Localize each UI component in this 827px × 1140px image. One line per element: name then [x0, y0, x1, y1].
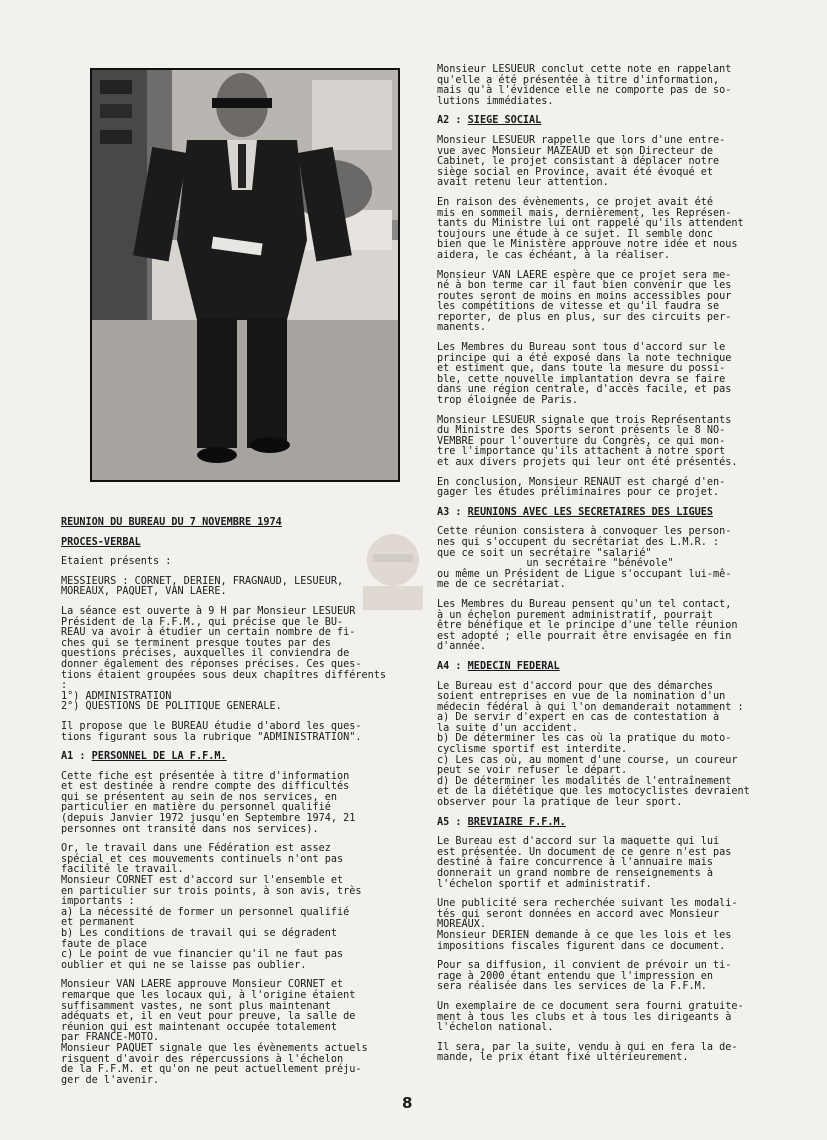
- paragraph: Monsieur VAN LAERE approuve Monsieur CORNET et remarque que les locaux qui, à l'origine étaient suffisamment vastes, ne sont plus maintenant adéquats et, il en veut pour preuve, la salle de réunion qui est maintenant occupée totalement par FRANCE-MOTO. Monsieur PAQUET signale que les évènements actuels risquent d'avoir des répercussions à l'échelon de la F.F.M. et qu'on ne peut actuellement préju- ger de l'avenir.: [61, 979, 368, 1086]
- section-title: MEDECIN FEDERAL: [467, 660, 560, 672]
- paragraph: ou même un Président de Ligue s'occupant lui-mê- me de ce secrétariat.: [437, 568, 732, 591]
- left-column: [61, 518, 391, 1095]
- section-title: REUNIONS AVEC LES SECRETAIRES DES LIGUES: [467, 506, 714, 518]
- right-column: [437, 65, 763, 1073]
- photo-illustration: [92, 70, 398, 480]
- section-title: REUNION DU BUREAU DU 7 NOVEMBRE 1974: [61, 517, 282, 528]
- section-number: A1 :: [61, 751, 92, 763]
- section-heading: [437, 116, 763, 127]
- paragraph: Monsieur LESUEUR signale que trois Représentants du Ministre des Sports seront présents le 8 NO- VEMBRE pour l'ouverture du Congrès, ce qui mon- tre l'importance qu'ils attachent à notre sport et aux divers projets qui leur ont été présentés.: [437, 414, 738, 468]
- section-title: PROCES-VERBAL: [61, 536, 141, 548]
- paragraph: Le Bureau est d'accord sur la maquette qui lui est présentée. Un document de ce genre n'est pas destiné à faire concurrence à l'annuaire mais donnerait un grand nombre de renseignements à l'échelon sportif et administratif.: [437, 836, 732, 890]
- section-title: BREVIAIRE F.F.M.: [467, 816, 566, 828]
- paragraph: MESSIEURS : CORNET, DERIEN, FRAGNAUD, LESUEUR, MOREAUX, PAQUET, VAN LAERE.: [61, 575, 344, 598]
- paragraph: un secrétaire "bénévole": [526, 558, 674, 570]
- section-title: SIEGE SOCIAL: [467, 115, 542, 127]
- paragraph: La séance est ouverte à 9 H par Monsieur LESUEUR Président de la F.F.M., qui précise que le BU- REAU va avoir à étudier un certain nombre de fi- ches qui se terminent presque toutes par des questions précises, auxquelles il conviendra de donner également des réponses précises. Ces ques- tions étaient groupées sous deux chapîtres différents : 1°) ADMINISTRATION 2°) QUESTIONS DE POLITIQUE GENERALE.: [61, 605, 387, 713]
- paragraph: Une publicité sera recherchée suivant les modali- tés qui seront données en accord avec Monsieur MOREAUX. Monsieur DERIEN demande à ce que les lois et les impositions fiscales figurent dans ce document.: [437, 898, 738, 952]
- paragraph: En conclusion, Monsieur RENAUT est chargé d'en- gager les études préliminaires pour ce projet.: [437, 476, 726, 499]
- section-number: A4 :: [437, 660, 468, 672]
- paragraph: Pour sa diffusion, il convient de prévoir un ti- rage à 2000 étant entendu que l'impression en sera réalisée dans les services de la F.F.M.: [437, 960, 732, 993]
- section-title: PERSONNEL DE LA F.F.M.: [91, 751, 227, 763]
- paragraph: Les Membres du Bureau sont tous d'accord sur le principe qui a été exposé dans la note technique et estiment que, dans toute la mesure du possi- ble, cette nouvelle implantation devra se faire dans une région centrale, d'accès facile, et pas trop éloignée de Paris.: [437, 342, 732, 407]
- photo-man-in-suit: [90, 68, 400, 482]
- paragraph: Le Bureau est d'accord pour que des démarches soient entreprises en vue de la nomination d'un médecin fédéral à qui l'on demanderait notamment : a) De servir d'expert en cas de contestation à la suite d'un accident. b) De déterminer les cas où la pratique du moto- cyclisme sportif est interdite. c) Les cas où, au moment d'une course, un coureur peut se voir refuser le départ. d) De déterminer les modalités de l'entraînement et de la diététique que les motocyclistes devraient observer pour la pratique de leur sport.: [437, 680, 750, 809]
- section-number: A5 :: [437, 816, 468, 828]
- paragraph: Monsieur LESUEUR conclut cette note en rappelant qu'elle a été présentée à titre d'information, mais qu'à l'évidence elle ne comporte pas de so- lutions immédiates.: [437, 64, 732, 107]
- paragraph: Cette fiche est présentée à titre d'information et est destinée à rendre compte des difficultés qui se présentent au sein de nos services, en particulier en matière du personnel qualifié (depuis Janvier 1972 jusqu'en Septembre 1974, 21 personnes ont transité dans nos services).: [61, 770, 356, 835]
- paragraph: En raison des évènements, ce projet avait été mis en sommeil mais, dernièrement, les Représen- tants du Ministre lui ont rappelé qu'ils attendent toujours une étude à ce sujet. Il semble donc bien que le Ministère approuve notre idée et nous aidera, le cas échéant, à la réaliser.: [437, 196, 744, 261]
- paragraph: Cette réunion consistera à convoquer les person- nes qui s'occupent du secrétariat des L.M.R. : que ce soit un secrétaire "salarié": [437, 526, 732, 559]
- page-number: 8: [402, 1094, 413, 1112]
- section-number: A3 :: [437, 506, 468, 518]
- paragraph: Il sera, par la suite, vendu à qui en fera la de- mande, le prix étant fixé ultérieurement.: [437, 1041, 738, 1064]
- section-heading: [437, 508, 763, 519]
- paragraph: Etaient présents :: [61, 556, 172, 568]
- section-heading: [437, 662, 763, 673]
- paragraph: Monsieur LESUEUR rappelle que lors d'une entre- vue avec Monsieur MAZEAUD et son Directeur de Cabinet, le projet consistant à déplacer notre siège social en Province, avait été évoqué et avait retenu leur attention.: [437, 134, 726, 189]
- paragraph: Un exemplaire de ce document sera fourni gratuite- ment à tous les clubs et à tous les dirigeants à l'échelon national.: [437, 1000, 744, 1034]
- paragraph: Or, le travail dans une Fédération est assez spécial et ces mouvements continuels n'ont pas facilité le travail. Monsieur CORNET est d'accord sur l'ensemble et en particulier sur trois points, à son avis, très importants : a) La nécessité de former un personnel qualifié et permanent b) Les conditions de travail qui se dégradent faute de place c) Le point de vue financier qu'il ne faut pas oublier et qui ne se laisse pas oublier.: [61, 843, 362, 971]
- section-number: A2 :: [437, 115, 468, 127]
- section-heading: [437, 818, 763, 829]
- paragraph: Monsieur VAN LAERE espère que ce projet sera me- né à bon terme car il faut bien convenir que les routes seront de moins en moins accessibles pour les compétitions de vitesse et qu'il faudra se reporter, de plus en plus, sur des circuits per- manents.: [437, 269, 732, 334]
- paragraph: Les Membres du Bureau pensent qu'un tel contact, à un échelon purement administratif, pourrait être bénéfique et le principe d'une telle réunion est adopté ; elle pourrait être envisagée en fin d'année.: [437, 598, 738, 653]
- section-heading: [61, 752, 391, 763]
- paragraph: Il propose que le BUREAU étudie d'abord les ques- tions figurant sous la rubrique "ADMINISTRATION".: [61, 720, 362, 743]
- section-heading: [61, 538, 391, 549]
- section-heading: [61, 518, 391, 529]
